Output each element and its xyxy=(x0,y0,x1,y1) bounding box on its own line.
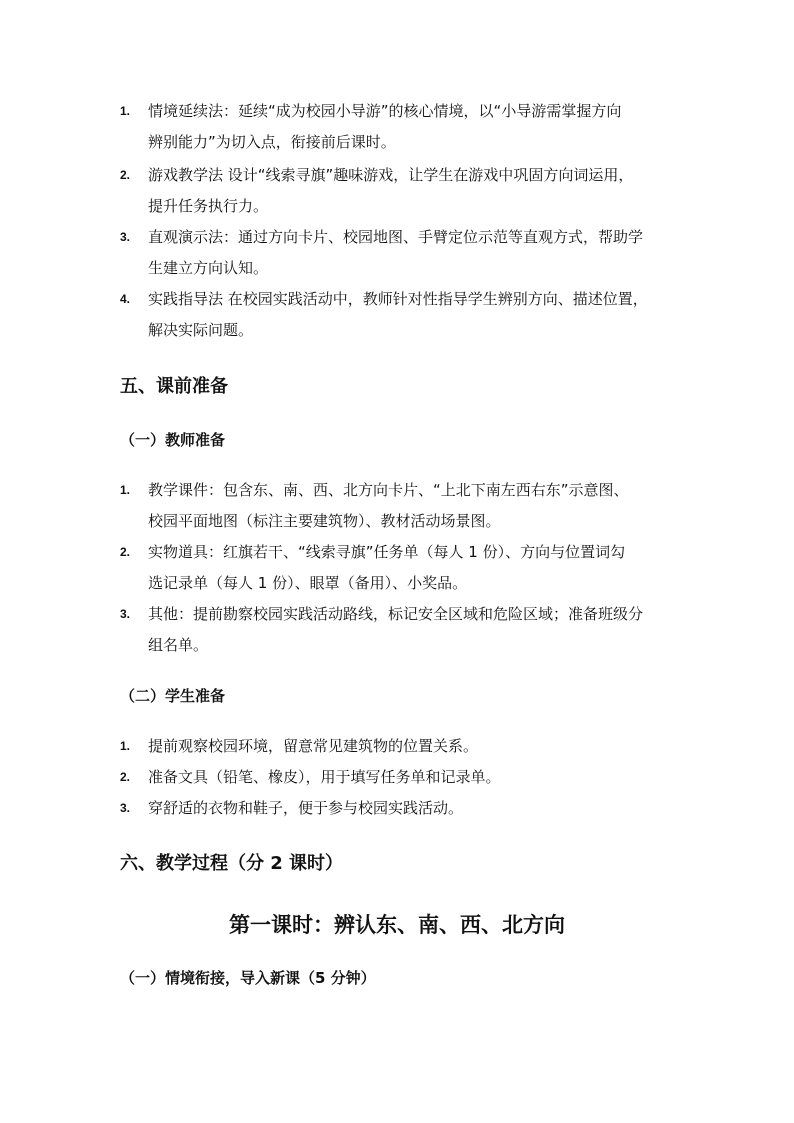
list-number: 2. xyxy=(120,545,131,559)
list-item-teacher-2 xyxy=(120,537,680,599)
list-item-method-1 xyxy=(120,96,680,158)
list-text-line: 解决实际问题。 xyxy=(148,321,254,339)
section-heading-5: 五、课前准备 xyxy=(120,376,228,397)
list-text-line: 校园平面地图（标注主要建筑物）、教材活动场景图。 xyxy=(148,512,501,530)
list-text-line: 实物道具：红旗若干、“线索寻旗”任务单（每人 1 份）、方向与位置词勾 xyxy=(148,543,626,561)
list-text-line: 穿舒适的衣物和鞋子，便于参与校园实践活动。 xyxy=(148,799,464,817)
list-text-line: 情境延续法：延续“成为校园小导游”的核心情境，以“小导游需掌握方向 xyxy=(148,102,622,120)
list-item-student-3 xyxy=(120,793,680,824)
list-item-student-2 xyxy=(120,762,680,793)
list-text-line: 选记录单（每人 1 份）、眼罩（备用）、小奖品。 xyxy=(148,574,468,592)
subheading-student-prep: （二）学生准备 xyxy=(120,687,226,705)
list-item-teacher-3 xyxy=(120,599,680,661)
list-number: 1. xyxy=(120,104,131,118)
subheading-lesson-step-1: （一）情境衔接，导入新课（5 分钟） xyxy=(120,969,376,987)
list-text-line: 辨别能力”为切入点，衔接前后课时。 xyxy=(148,133,396,151)
subheading-teacher-prep: （一）教师准备 xyxy=(120,431,226,449)
list-text-line: 准备文具（铅笔、橡皮），用于填写任务单和记录单。 xyxy=(148,768,501,786)
lesson-title: 第一课时：辨认东、南、西、北方向 xyxy=(229,913,565,937)
list-item-method-3 xyxy=(120,222,680,284)
list-number: 3. xyxy=(120,801,131,815)
list-text-line: 教学课件：包含东、南、西、北方向卡片、“上北下南左西右东”示意图、 xyxy=(148,481,629,499)
list-number: 1. xyxy=(120,739,131,753)
list-number: 1. xyxy=(120,483,131,497)
list-item-method-2 xyxy=(120,160,680,222)
list-number: 2. xyxy=(120,770,131,784)
list-number: 4. xyxy=(120,292,131,306)
list-number: 2. xyxy=(120,168,131,182)
list-text-line: 提前观察校园环境，留意常见建筑物的位置关系。 xyxy=(148,737,479,755)
list-number: 3. xyxy=(120,607,131,621)
list-number: 3. xyxy=(120,230,131,244)
list-text-line: 直观演示法：通过方向卡片、校园地图、手臂定位示范等直观方式，帮助学 xyxy=(148,228,644,246)
list-item-method-4 xyxy=(120,284,680,346)
list-item-teacher-1 xyxy=(120,475,680,537)
list-text-line: 其他：提前勘察校园实践活动路线，标记安全区域和危险区域；准备班级分 xyxy=(148,605,644,623)
list-text-line: 实践指导法 在校园实践活动中，教师针对性指导学生辨别方向、描述位置， xyxy=(148,290,648,308)
list-text-line: 游戏教学法 设计“线索寻旗”趣味游戏，让学生在游戏中巩固方向词运用， xyxy=(148,166,634,184)
section-heading-6: 六、教学过程（分 2 课时） xyxy=(120,853,344,874)
list-text-line: 提升任务执行力。 xyxy=(148,197,269,215)
list-item-student-1 xyxy=(120,731,680,762)
list-text-line: 组名单。 xyxy=(148,636,209,654)
list-text-line: 生建立方向认知。 xyxy=(148,259,269,277)
